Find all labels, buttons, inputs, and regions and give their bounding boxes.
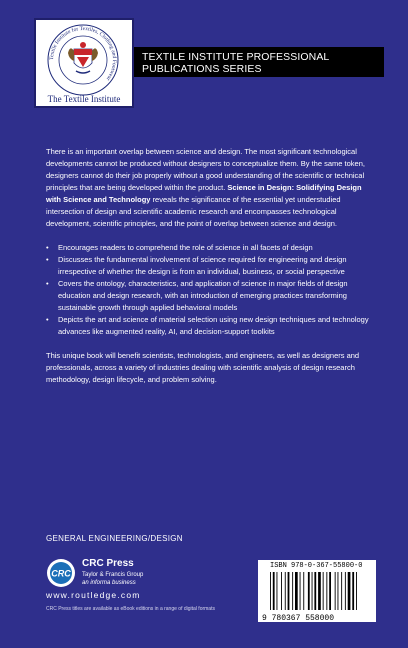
series-title-line-1: TEXTILE INSTITUTE PROFESSIONAL: [142, 51, 330, 63]
intro-text-tail: reveals the significance of the essential yet understudied intersection of design and scientific academic research and encompasses technological development, scientific principles, and the point of overlap between science and design.: [46, 195, 341, 228]
back-cover-description: [46, 146, 372, 398]
intro-paragraph: [46, 146, 372, 230]
publisher-name: CRC Press: [82, 558, 134, 569]
barcode-bar: [277, 572, 278, 610]
barcode-bar: [273, 572, 275, 610]
textile-institute-logo: [34, 18, 134, 108]
barcode-bar: [329, 572, 331, 610]
closing-paragraph: This unique book will benefit scientists, technologists, and engineers, as well as designers and professionals, across a variety of industries dealing with scientific analysis of design research methodology, design lifecycle, and problem solving.: [46, 351, 360, 384]
barcode-bar: [303, 572, 304, 610]
barcode-bar: [352, 572, 354, 610]
isbn-number: ISBN 978-0-367-55800-0: [270, 562, 363, 570]
feature-item: • Discusses the fundamental involvement of science required for engineering and design irrespective of whether the design is from an individual, business, or social perspective: [46, 254, 372, 278]
publisher-group: Taylor & Francis Group: [82, 572, 144, 578]
barcode-bar: [345, 572, 346, 610]
intro-text: There is an important overlap between science and design. The most significant technological developments cannot be produced without designers to conceptualize them. By the same token, designers cannot do their job properly without a good understanding of the scientific or technical principles that are being developed within the product.: [46, 147, 365, 192]
logo-caption: The Textile Institute: [47, 94, 121, 104]
crc-logo-text: CRC: [51, 568, 71, 579]
barcode-bar: [300, 572, 301, 610]
barcode-bar: [338, 572, 339, 610]
ebook-note: CRC Press titles are available as eBook editions in a range of digital formats: [46, 606, 215, 612]
barcode-bar: [356, 572, 357, 610]
barcode-bar: [288, 572, 290, 610]
barcode-bar: [312, 572, 313, 610]
logo-ring-text: Textile Institute for Textiles, Clothing and Footwear: [48, 25, 118, 82]
barcode-bar: [285, 572, 286, 610]
barcode-bar: [335, 572, 336, 610]
publisher-url[interactable]: www.routledge.com: [46, 590, 141, 600]
barcode-bar: [326, 572, 327, 610]
crc-press-logo-icon: [46, 558, 76, 588]
barcode-graphic: [258, 560, 376, 622]
barcode-bar: [295, 572, 298, 610]
feature-item: • Covers the ontology, characteristics, and application of science in major fields of design education and design research, with an introduction of emerging practices transforming sustainable growth through applied behavioral models: [46, 278, 372, 314]
barcode-bar: [270, 572, 271, 610]
institute-crest-icon: [46, 23, 120, 97]
barcode-bar: [292, 572, 293, 610]
barcode-bar: [281, 572, 282, 610]
barcode-bar: [323, 572, 324, 610]
barcode-bar: [308, 572, 310, 610]
feature-list: [46, 242, 372, 338]
series-title: [142, 51, 329, 75]
series-title-bar: [134, 47, 384, 77]
barcode-bar: [341, 572, 342, 610]
barcode-bar: [318, 572, 321, 610]
book-title: Science in Design: Solidifying Design with Science and Technology: [46, 183, 362, 204]
subject-category: GENERAL ENGINEERING/DESIGN: [46, 534, 183, 543]
isbn-barcode: [258, 560, 376, 622]
barcode-digits: 9 780367 558000: [262, 614, 335, 622]
barcode-bar: [348, 572, 351, 610]
series-title-line-2: PUBLICATIONS SERIES: [142, 63, 262, 75]
feature-item: • Depicts the art and science of material selection using new design techniques and technology advances like augmented reality, AI, and decision-support toolkits: [46, 314, 372, 338]
barcode-bar: [314, 572, 316, 610]
publisher-tagline: an informa business: [82, 580, 136, 586]
feature-item: • Encourages readers to comprehend the role of science in all facets of design: [46, 242, 372, 254]
